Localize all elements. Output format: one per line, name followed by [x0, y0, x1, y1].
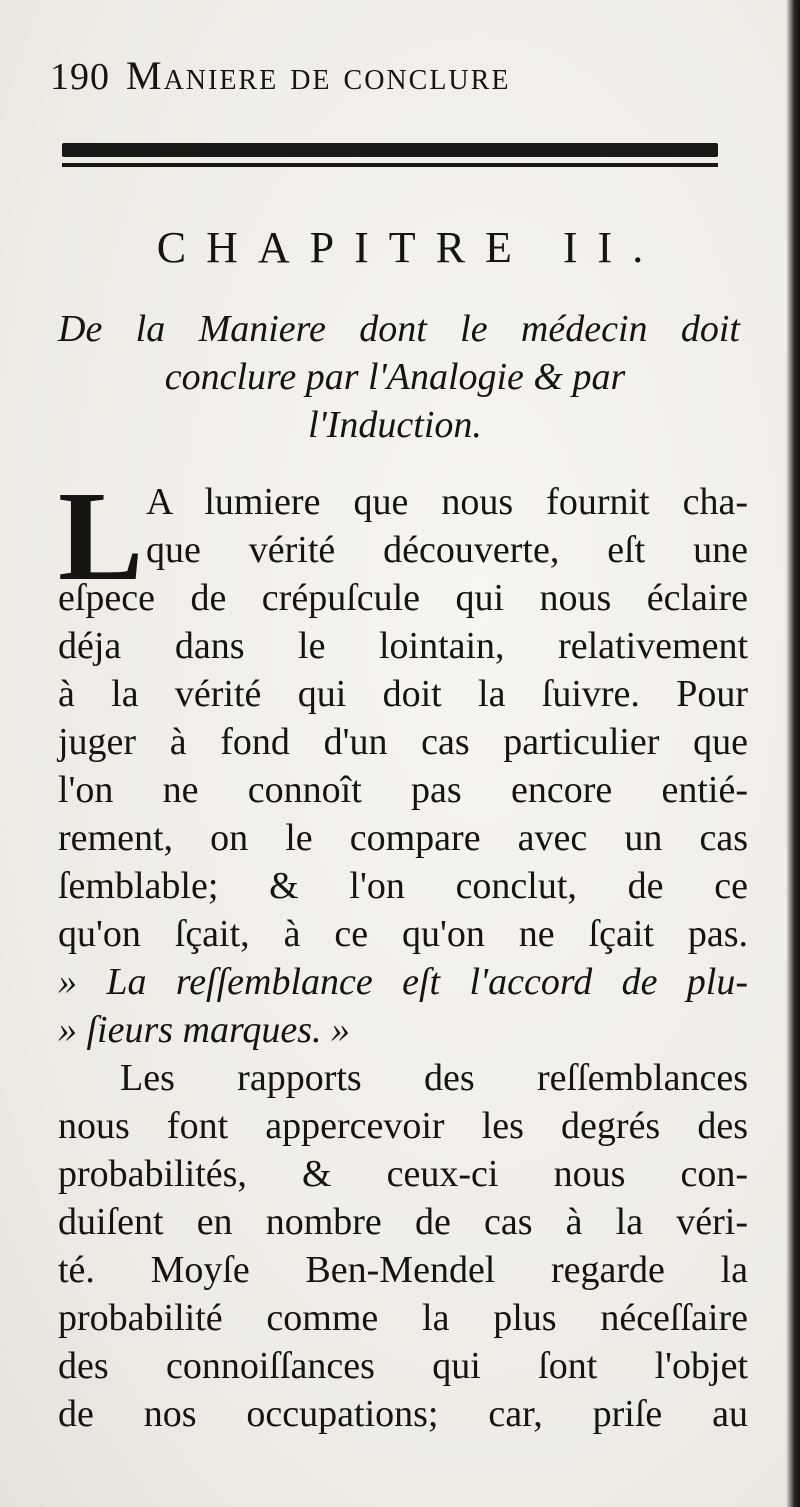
text-line: qu'on ſçait, à ce qu'on ne ſçait pas.: [58, 913, 748, 955]
text-line: déja dans le lointain, relativement: [58, 625, 748, 667]
text-line: que vérité découverte, eſt une: [146, 529, 748, 571]
running-head: [50, 52, 750, 102]
running-title: Maniere de conclure: [126, 53, 511, 98]
text-line: ſemblable; & l'on conclut, de ce: [58, 865, 748, 907]
text-line: probabilité comme la plus néceſſaire: [58, 1297, 748, 1339]
quote-line: » La reſſemblance eſt l'accord de plu-: [58, 961, 748, 1003]
text-line: duiſent en nombre de cas à la véri-: [58, 1201, 748, 1243]
page-edge-shadow: [786, 0, 800, 1507]
drop-cap: L: [58, 465, 144, 607]
text-line: de nos occupations; car, priſe au: [58, 1393, 748, 1435]
text-line: Les rapports des reſſemblances: [120, 1057, 748, 1099]
text-line: rement, on le compare avec un cas: [58, 817, 748, 859]
subtitle-line: l'Induction.: [308, 404, 482, 446]
quote-line: » ſieurs marques. »: [58, 1009, 351, 1051]
text-line: nous font appercevoir les degrés des: [58, 1105, 748, 1147]
header-rule-thin: [62, 163, 718, 167]
subtitle-line: De la Maniere dont le médecin doit: [58, 308, 740, 350]
text-line: l'on ne connoît pas encore entié-: [58, 769, 748, 811]
header-rule-thick: [62, 143, 718, 157]
page-number: 190: [50, 56, 110, 98]
text-line: probabilités, & ceux-ci nous con-: [58, 1153, 748, 1195]
text-line: des connoiſſances qui ſont l'objet: [58, 1345, 748, 1387]
text-line: juger à fond d'un cas particulier que: [58, 721, 748, 763]
text-line: à la vérité qui doit la ſuivre. Pour: [58, 673, 748, 715]
chapter-subtitle: [50, 305, 740, 449]
chapter-heading: CHAPITRE II.: [156, 223, 664, 272]
text-line: eſpece de crépuſcule qui nous éclaire: [58, 577, 748, 619]
text-line: té. Moyſe Ben-Mendel regarde la: [58, 1249, 748, 1291]
text-line: A lumiere que nous fournit cha-: [146, 481, 748, 523]
subtitle-line: conclure par l'Analogie & par: [164, 356, 626, 398]
